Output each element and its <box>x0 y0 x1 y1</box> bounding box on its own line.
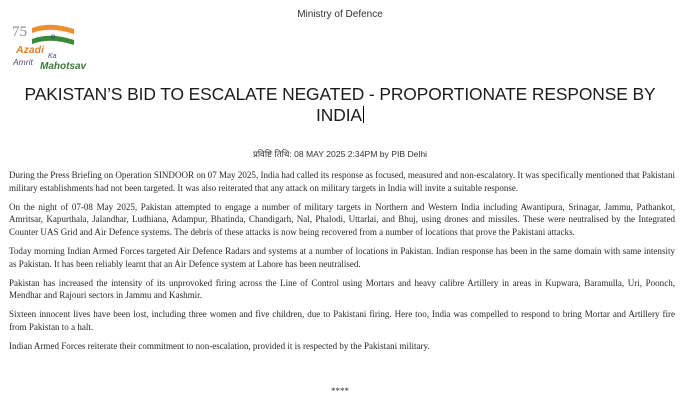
logo-mahotsav: Mahotsav <box>40 61 87 72</box>
azadi-ka-amrit-mahotsav-logo <box>10 22 102 72</box>
paragraph: Indian Armed Forces reiterate their commitment to non-escalation, provided it is respected by the Pakistani military. <box>9 341 430 352</box>
ministry-name: Ministry of Defence <box>297 9 383 20</box>
release-body <box>9 169 675 359</box>
logo-amrit: Amrit <box>13 57 33 67</box>
paragraph: During the Press Briefing on Operation SINDOOR on 07 May 2025, India had called its response as focused, measured and non-escalatory. It was specifically mentioned that Pakistani military establishments had not been targeted. It was also reiterated that any attack on military targets in India will invite a suitable response. <box>9 170 675 193</box>
paragraph: Pakistan has increased the intensity of its unprovoked firing across the Line of Control using Mortars and heavy calibre Artillery in areas in Kupwara, Baramulla, Uri, Poonch, Mendhar and Rajouri sectors in Jammu and Kashmir. <box>9 277 675 301</box>
text-cursor <box>363 106 364 123</box>
logo-azadi: Azadi <box>16 44 45 56</box>
paragraph: On the night of 07-08 May 2025, Pakistan attempted to engage a number of military targets in Northern and Western India including Awantipura, Srinagar, Jammu, Pathankot, Amritsar, Kapurthala, Jalandhar, Ludhiana, Adampur, Bhatinda, Chandigarh, Nal, Phalodi, Uttarlai, and Bhuj, using drones and missiles. These were neutralised by the Integrated Counter UAS Grid and Air Defence systems. The debris of these attacks is now being recovered from a number of locations that prove the Pakistani attacks. <box>9 201 675 237</box>
posted-date: प्रविष्टि तिथि: 08 MAY 2025 2:34PM by PIB Delhi <box>252 149 428 159</box>
end-marker: **** <box>331 386 349 396</box>
paragraph: Today morning Indian Armed Forces targeted Air Defence Radars and systems at a number of locations in Pakistan. Indian response has been in the same domain with same intensity as Pakistan. It has been reliably learnt that an Air Defence system at Lahore has been neutralised. <box>9 245 675 269</box>
release-title-text: PAKISTAN’S BID TO ESCALATE NEGATED - PROPORTIONATE RESPONSE BY INDIA <box>24 84 656 125</box>
paragraph: Sixteen innocent lives have been lost, including three women and five children, due to Pakistani firing. Here too, India was compelled to respond to bring Mortar and Artillery fire from Pakistan to a halt. <box>9 309 675 332</box>
logo-numeral: 75 <box>12 24 27 40</box>
logo-ka: Ka <box>48 53 57 60</box>
release-title <box>0 84 680 126</box>
logo-graphic <box>10 22 102 72</box>
